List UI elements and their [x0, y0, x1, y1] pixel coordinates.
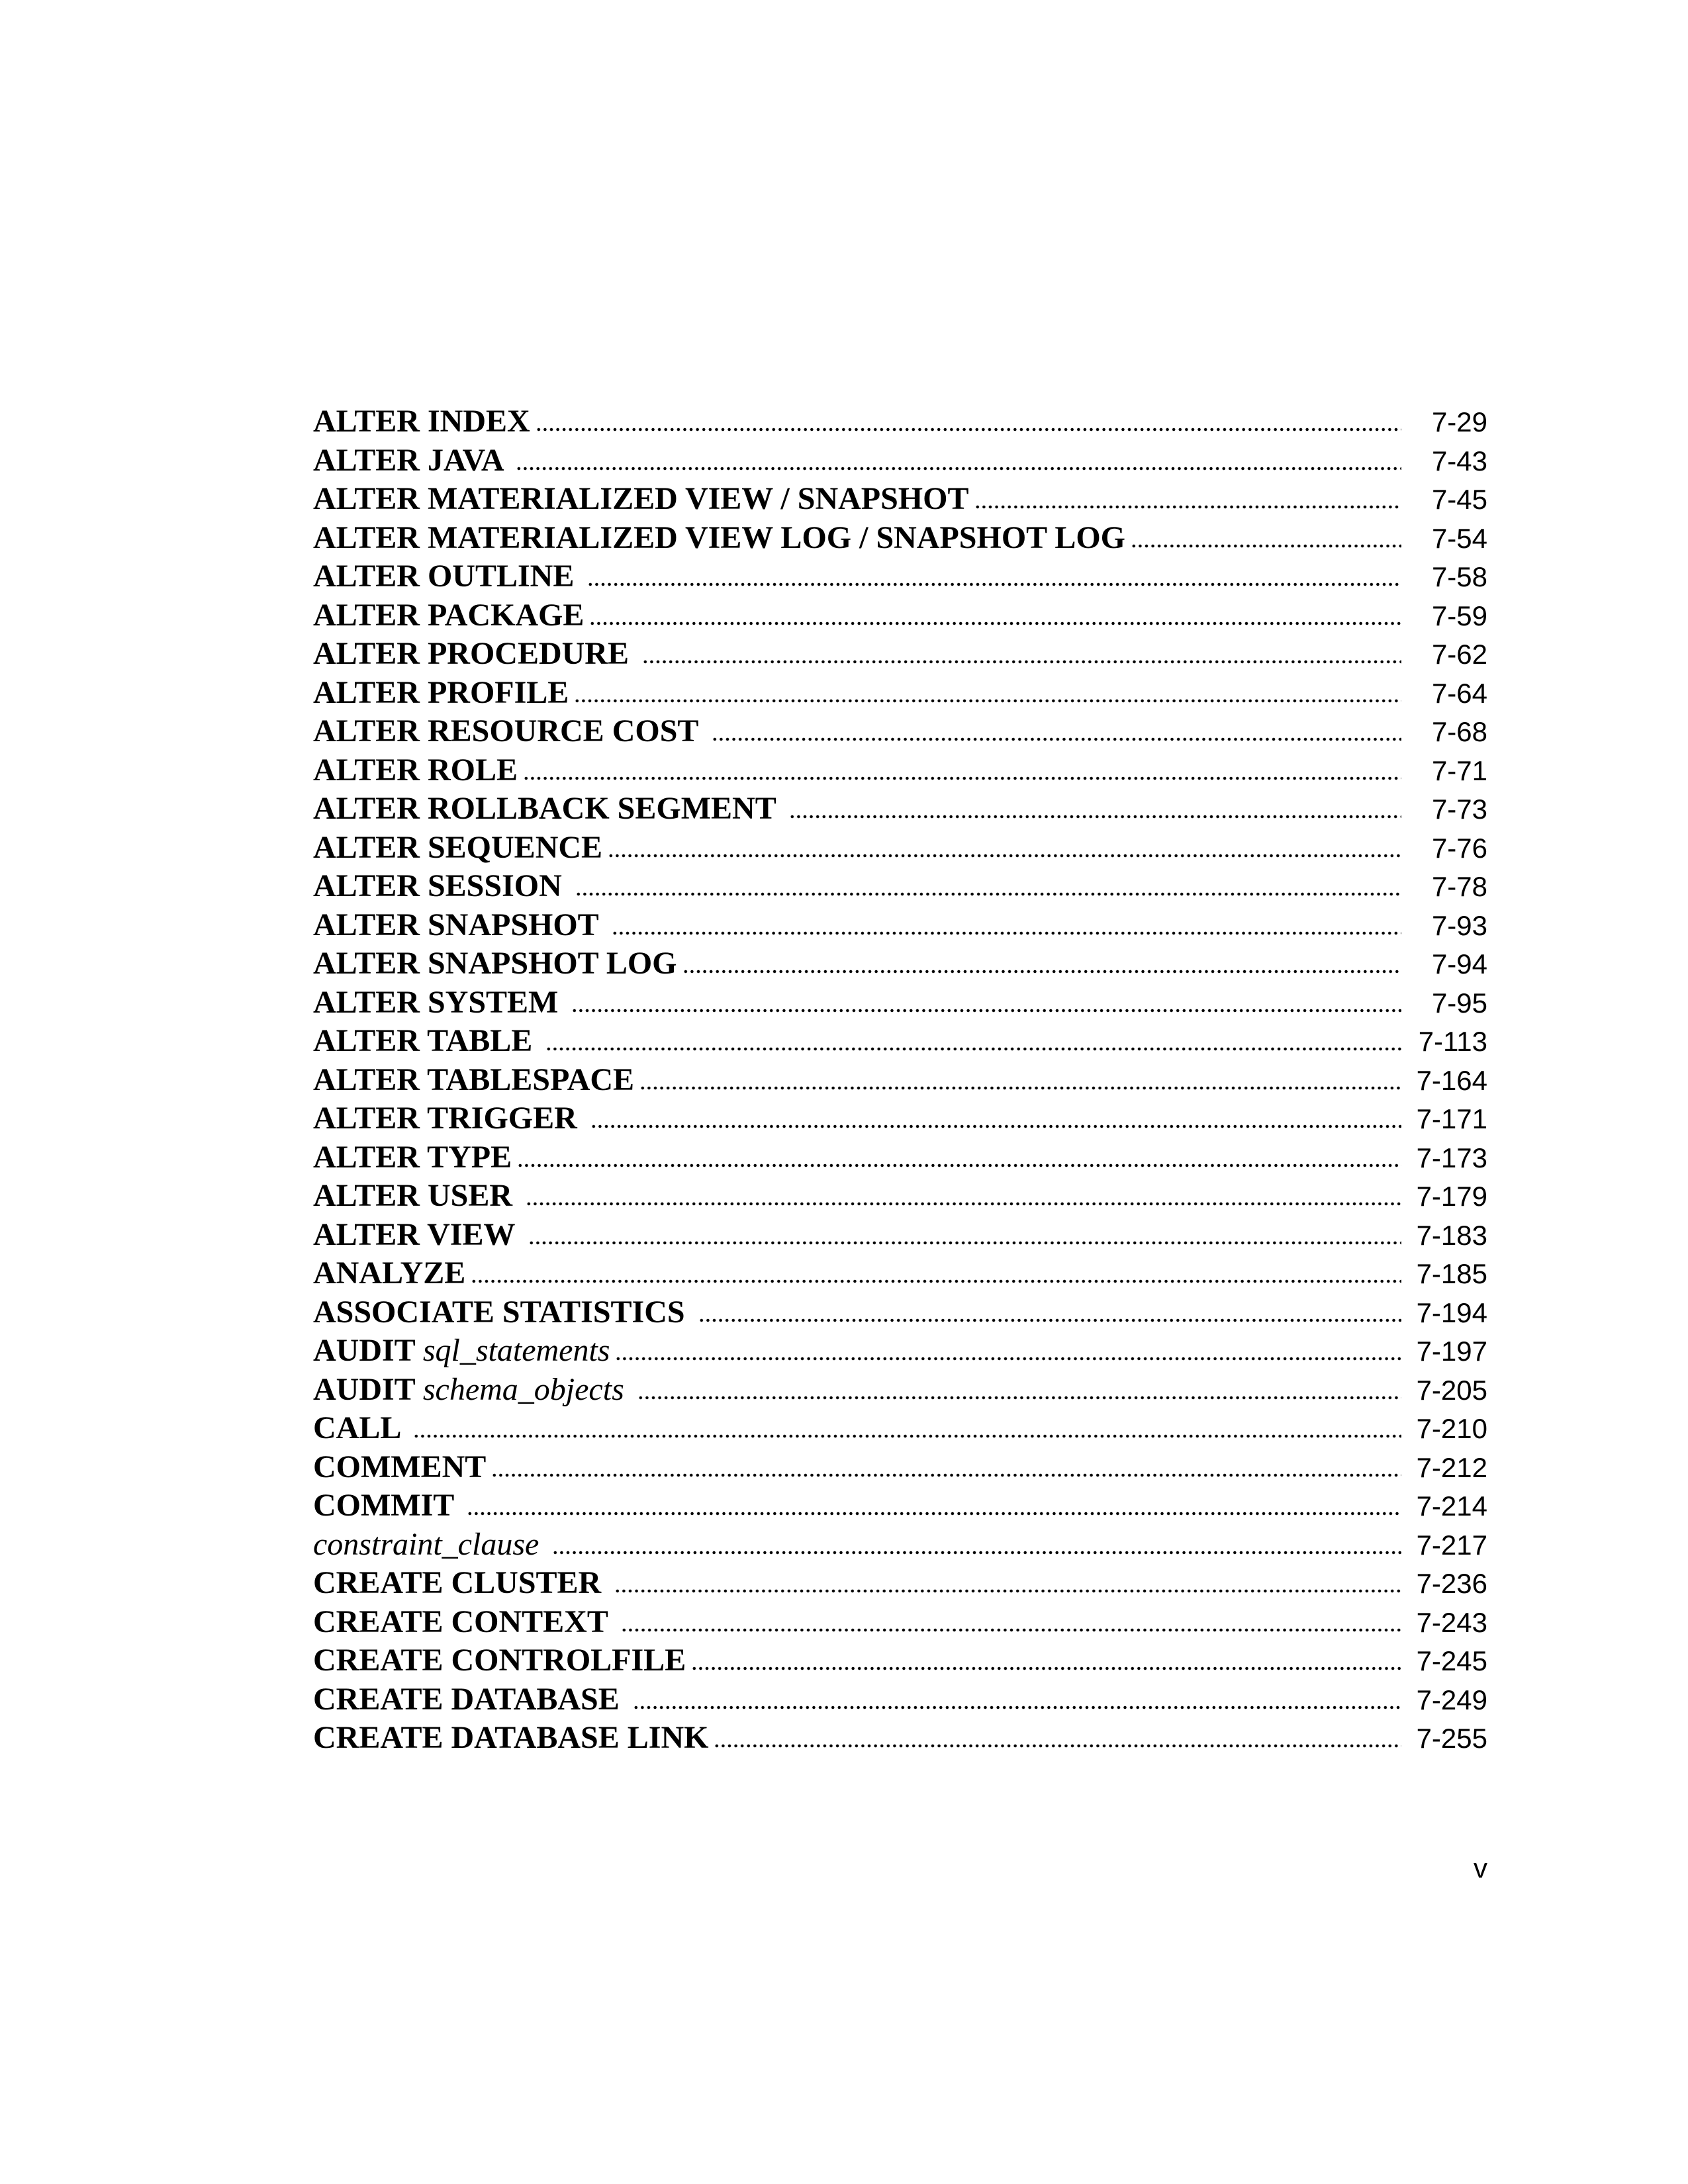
- toc-entry: [313, 557, 1487, 596]
- toc-entry: [313, 1564, 1487, 1603]
- dot-leader: [633, 1706, 1401, 1709]
- toc-entry: [313, 635, 1487, 674]
- toc-entry-text-segment: constraint_clause: [313, 1526, 547, 1562]
- toc-entry-text-segment: ALTER SNAPSHOT LOG: [313, 946, 677, 981]
- toc-entry: [313, 712, 1487, 751]
- dot-leader: [608, 854, 1401, 858]
- toc-entry-text-segment: AUDIT: [313, 1371, 423, 1407]
- toc-entry-text-segment: CREATE DATABASE LINK: [313, 1720, 709, 1755]
- toc-entry-page-number: 7-245: [1416, 1645, 1487, 1676]
- toc-entry-page-number: 7-54: [1431, 522, 1487, 554]
- toc-entry-title: [313, 1564, 609, 1603]
- dot-leader: [639, 1086, 1401, 1090]
- toc-entry-title: [313, 1525, 547, 1565]
- toc-entry-title: [313, 1022, 540, 1061]
- toc-entry-page-number: 7-64: [1431, 677, 1487, 709]
- dot-leader: [714, 1744, 1401, 1748]
- toc-entry-text-segment: CREATE CONTEXT: [313, 1604, 616, 1639]
- toc-entry-text-segment: ALTER TYPE: [313, 1139, 512, 1175]
- dot-leader: [528, 1241, 1401, 1245]
- toc-entry: [313, 1525, 1487, 1565]
- toc-entry-text-segment: ALTER USER: [313, 1178, 521, 1213]
- toc-entry-title: [313, 1603, 616, 1642]
- toc-entry-page-number: 7-43: [1431, 445, 1487, 477]
- toc-entry: [313, 1099, 1487, 1138]
- toc-entry: [313, 1680, 1487, 1719]
- toc-entry: [313, 1177, 1487, 1216]
- toc-entry-text-segment: ALTER SNAPSHOT: [313, 907, 606, 942]
- toc-entry-text-segment: ALTER TABLE: [313, 1023, 541, 1058]
- toc-entry-title: [313, 751, 518, 790]
- toc-entry-title: [313, 674, 569, 713]
- toc-entry: [313, 1293, 1487, 1332]
- toc-entry-title: [313, 635, 637, 674]
- toc-entry-text-segment: AUDIT: [313, 1333, 423, 1368]
- dot-leader: [621, 1628, 1401, 1632]
- toc-entry-page-number: 7-212: [1416, 1451, 1487, 1483]
- toc-entry-page-number: 7-59: [1431, 600, 1487, 631]
- toc-entry-title: [313, 1332, 610, 1371]
- toc-entry-title: [313, 1409, 408, 1448]
- dot-leader: [691, 1666, 1401, 1670]
- toc-entry-text-segment: ALTER TRIGGER: [313, 1101, 585, 1136]
- toc-entry-text-segment: ALTER SESSION: [313, 868, 570, 903]
- dot-leader: [575, 892, 1401, 896]
- dot-leader: [637, 1396, 1401, 1400]
- toc-entry: [313, 751, 1487, 790]
- toc-entry: [313, 983, 1487, 1023]
- toc-entry-page-number: 7-194: [1416, 1297, 1487, 1328]
- toc-entry-page-number: 7-93: [1431, 909, 1487, 941]
- toc-entry-page-number: 7-210: [1416, 1413, 1487, 1444]
- dot-leader: [682, 970, 1401, 974]
- toc-entry-text-segment: ALTER TABLESPACE: [313, 1062, 635, 1097]
- toc-entry-page-number: 7-95: [1431, 987, 1487, 1019]
- toc-entry-text-segment: ALTER MATERIALIZED VIEW LOG / SNAPSHOT LOG: [313, 520, 1125, 555]
- toc-entry-text-segment: CREATE CONTROLFILE: [313, 1643, 686, 1678]
- toc-entry-text-segment: sql_statements: [422, 1333, 610, 1368]
- toc-entry-title: [313, 1641, 686, 1680]
- toc-entry-text-segment: COMMIT: [313, 1488, 462, 1523]
- toc-entry-page-number: 7-249: [1416, 1684, 1487, 1715]
- toc-entry: [313, 1719, 1487, 1758]
- toc-entry-title: [313, 1061, 634, 1100]
- dot-leader: [614, 1589, 1401, 1593]
- dot-leader: [552, 1551, 1401, 1555]
- toc-entry: [313, 1061, 1487, 1100]
- toc-entry-title: [313, 596, 584, 635]
- toc-entry: [313, 519, 1487, 558]
- toc-entry-page-number: 7-183: [1416, 1219, 1487, 1251]
- toc-entry-title: [313, 480, 969, 519]
- dot-leader: [642, 660, 1401, 664]
- toc-entry-page-number: 7-243: [1416, 1606, 1487, 1638]
- toc-entry: [313, 790, 1487, 829]
- dot-leader: [612, 931, 1401, 935]
- dot-leader: [571, 1009, 1401, 1013]
- dot-leader: [712, 737, 1401, 741]
- toc-entry-text-segment: ALTER PROFILE: [313, 674, 569, 710]
- toc-entry: [313, 1603, 1487, 1642]
- toc-entry-page-number: 7-164: [1416, 1064, 1487, 1096]
- toc-entry-title: [313, 906, 606, 945]
- toc-entry-page-number: 7-29: [1431, 406, 1487, 437]
- toc-entry-page-number: 7-62: [1431, 639, 1487, 670]
- toc-entry: [313, 1022, 1487, 1061]
- toc-entry-title: [313, 867, 570, 906]
- toc-entry-text-segment: ALTER JAVA: [313, 442, 510, 478]
- toc-entry: [313, 1332, 1487, 1371]
- toc-entry-title: [313, 983, 566, 1023]
- toc-entry: [313, 1641, 1487, 1680]
- toc-entry-page-number: 7-173: [1416, 1142, 1487, 1173]
- toc-entry-text-segment: schema_objects: [422, 1371, 632, 1407]
- dot-leader: [587, 582, 1401, 586]
- toc-entry: [313, 1486, 1487, 1525]
- toc-entry-title: [313, 1719, 708, 1758]
- toc-entry-title: [313, 829, 602, 868]
- toc-entry-page-number: 7-45: [1431, 484, 1487, 515]
- toc-entry-text-segment: CREATE CLUSTER: [313, 1565, 610, 1600]
- toc-entry: [313, 1138, 1487, 1177]
- toc-entry: [313, 1371, 1487, 1410]
- toc-entry: [313, 1409, 1487, 1448]
- dot-leader: [615, 1357, 1401, 1361]
- toc-entry-text-segment: CALL: [313, 1410, 408, 1445]
- toc-entry-page-number: 7-214: [1416, 1490, 1487, 1522]
- toc-entry: [313, 596, 1487, 635]
- toc-entry-page-number: 7-94: [1431, 948, 1487, 979]
- dot-leader: [698, 1318, 1401, 1322]
- dot-leader: [491, 1473, 1401, 1477]
- toc-entry-page-number: 7-217: [1416, 1529, 1487, 1561]
- toc-entry-page-number: 7-71: [1431, 754, 1487, 786]
- toc-entry: [313, 1216, 1487, 1255]
- dot-leader: [589, 621, 1401, 625]
- toc-entry: [313, 402, 1487, 441]
- toc-entry: [313, 867, 1487, 906]
- toc-entry-text-segment: ALTER SYSTEM: [313, 984, 567, 1020]
- toc-entry-page-number: 7-205: [1416, 1374, 1487, 1406]
- dot-leader: [517, 1163, 1401, 1167]
- toc-entry-text-segment: COMMENT: [313, 1449, 487, 1484]
- toc-entry-page-number: 7-113: [1418, 1026, 1487, 1057]
- toc-entry-text-segment: ALTER ROLE: [313, 752, 518, 788]
- folio-page-number: v: [1474, 1852, 1487, 1884]
- toc-entry-title: [313, 790, 784, 829]
- dot-leader: [590, 1124, 1401, 1128]
- dot-leader: [523, 776, 1401, 780]
- toc-entry-title: [313, 557, 582, 596]
- toc-entry-page-number: 7-73: [1431, 794, 1487, 825]
- toc-entry: [313, 480, 1487, 519]
- toc-entry-title: [313, 1099, 585, 1138]
- toc-entry: [313, 1254, 1487, 1293]
- dot-leader: [974, 505, 1402, 509]
- toc-entry-title: [313, 519, 1125, 558]
- toc-entry-page-number: 7-171: [1416, 1103, 1487, 1134]
- toc-entry-text-segment: ALTER RESOURCE COST: [313, 713, 706, 749]
- dot-leader: [467, 1512, 1401, 1516]
- toc-entry-title: [313, 441, 510, 480]
- toc-entry: [313, 944, 1487, 983]
- toc-entry-title: [313, 944, 677, 983]
- toc-entry-title: [313, 402, 530, 441]
- dot-leader: [413, 1434, 1401, 1438]
- dot-leader: [536, 428, 1401, 432]
- toc-entry-page-number: 7-179: [1416, 1181, 1487, 1212]
- toc-entry-title: [313, 1448, 486, 1487]
- toc-entry-text-segment: ALTER SEQUENCE: [313, 829, 603, 865]
- toc-entry-title: [313, 1254, 465, 1293]
- toc-entry: [313, 829, 1487, 868]
- dot-leader: [471, 1279, 1401, 1283]
- toc-entry-title: [313, 1293, 693, 1332]
- toc-entry-title: [313, 1680, 628, 1719]
- toc-entry: [313, 674, 1487, 713]
- toc-entry-text-segment: ALTER PACKAGE: [313, 597, 585, 633]
- toc-entry-text-segment: ALTER PROCEDURE: [313, 636, 637, 671]
- dot-leader: [789, 815, 1401, 819]
- toc-entry-page-number: 7-236: [1416, 1568, 1487, 1599]
- toc-entry-text-segment: ALTER VIEW: [313, 1216, 523, 1252]
- toc-entry: [313, 1448, 1487, 1487]
- dot-leader: [574, 699, 1401, 703]
- toc-entry-page-number: 7-58: [1431, 561, 1487, 592]
- toc-entry-page-number: 7-78: [1431, 871, 1487, 902]
- toc-entry-title: [313, 1216, 523, 1255]
- toc-entry-title: [313, 1138, 512, 1177]
- toc-entry-page-number: 7-76: [1431, 832, 1487, 864]
- dot-leader: [545, 1047, 1401, 1051]
- toc-entry-text-segment: ANALYZE: [313, 1255, 466, 1291]
- toc-entry-page-number: 7-197: [1416, 1336, 1487, 1367]
- toc-entry-page-number: 7-185: [1416, 1258, 1487, 1289]
- toc-entry-text-segment: ASSOCIATE STATISTICS: [313, 1294, 693, 1330]
- toc-entry-text-segment: ALTER INDEX: [313, 404, 530, 439]
- toc-entry-text-segment: ALTER ROLLBACK SEGMENT: [313, 791, 784, 826]
- toc-entry-page-number: 7-255: [1416, 1723, 1487, 1754]
- toc-entry-title: [313, 1177, 520, 1216]
- toc-entry-text-segment: ALTER OUTLINE: [313, 559, 583, 594]
- toc-entry: [313, 441, 1487, 480]
- toc-entry: [313, 906, 1487, 945]
- toc-entry-page-number: 7-68: [1431, 716, 1487, 747]
- toc-entry-text-segment: ALTER MATERIALIZED VIEW / SNAPSHOT: [313, 481, 969, 516]
- dot-leader: [526, 1202, 1401, 1206]
- toc-entry-title: [313, 1371, 632, 1410]
- dot-leader: [1131, 544, 1401, 548]
- toc-entry-title: [313, 1486, 461, 1525]
- toc-list: [313, 402, 1487, 1758]
- dot-leader: [516, 467, 1401, 471]
- toc-entry-text-segment: CREATE DATABASE: [313, 1681, 628, 1717]
- toc-entry-title: [313, 712, 706, 751]
